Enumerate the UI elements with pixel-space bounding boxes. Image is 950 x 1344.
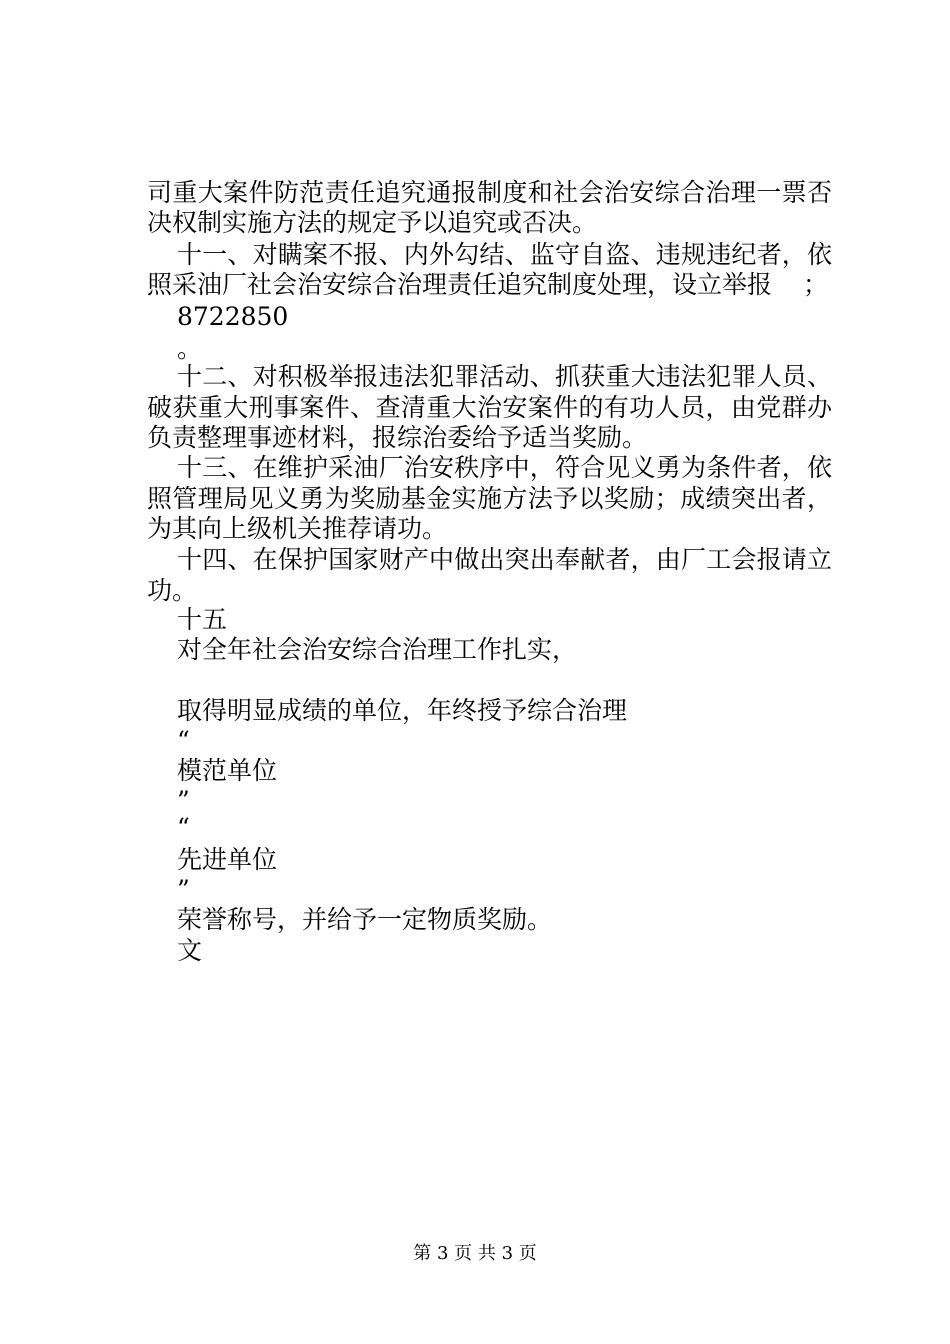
text-line-8: 十二、对积极举报违法犯罪活动、抓获重大违法犯罪人员、 [177, 362, 832, 391]
text-line-4: 照采油厂社会治安综合治理责任追究制度处理，设立举报 [147, 270, 773, 299]
text-line-13: 为其向上级机关推荐请功。 [147, 514, 448, 543]
text-line-16: 十五 [177, 605, 228, 634]
text-line-10: 负责整理事迹材料，报综治委给予适当奖励。 [147, 423, 648, 452]
page-footer: 第 3 页 共 3 页 [413, 1243, 537, 1264]
close-quote-1: ” [177, 786, 190, 815]
text-line-26: 文 [177, 936, 203, 965]
text-line-9: 破获重大刑事案件、查清重大治安案件的有功人员，由党群办 [147, 393, 832, 422]
text-line-3: 十一、对瞒案不报、内外勾结、监守自盗、违规违纪者，依 [177, 240, 832, 269]
text-line-18: 取得明显成绩的单位，年终授予综合治理 [177, 696, 628, 725]
text-line-14: 十四、在保护国家财产中做出突出奉献者，由厂工会报请立 [177, 545, 832, 574]
text-line-7: 。 [177, 334, 203, 363]
open-quote-1: “ [177, 726, 190, 755]
text-line-20: 模范单位 [177, 756, 278, 785]
text-line-17: 对全年社会治安综合治理工作扎实， [177, 635, 578, 664]
text-line-12: 照管理局见义勇为奖励基金实施方法予以奖励；成绩突出者， [147, 484, 832, 513]
close-quote-2: ” [177, 875, 190, 904]
text-line-15: 功。 [147, 576, 198, 605]
text-line-1: 司重大案件防范责任追究通报制度和社会治安综合治理一票否 [147, 178, 832, 207]
text-line-2: 决权制实施方法的规定予以追究或否决。 [147, 208, 598, 237]
text-line-11: 十三、在维护采油厂治安秩序中，符合见义勇为条件者，依 [177, 453, 832, 482]
text-line-23: 先进单位 [177, 845, 278, 874]
open-quote-2: “ [177, 813, 190, 842]
text-line-5: ； [803, 270, 829, 299]
phone-number: 8722850 [177, 302, 289, 331]
text-line-25: 荣誉称号，并给予一定物质奖励。 [177, 905, 553, 934]
